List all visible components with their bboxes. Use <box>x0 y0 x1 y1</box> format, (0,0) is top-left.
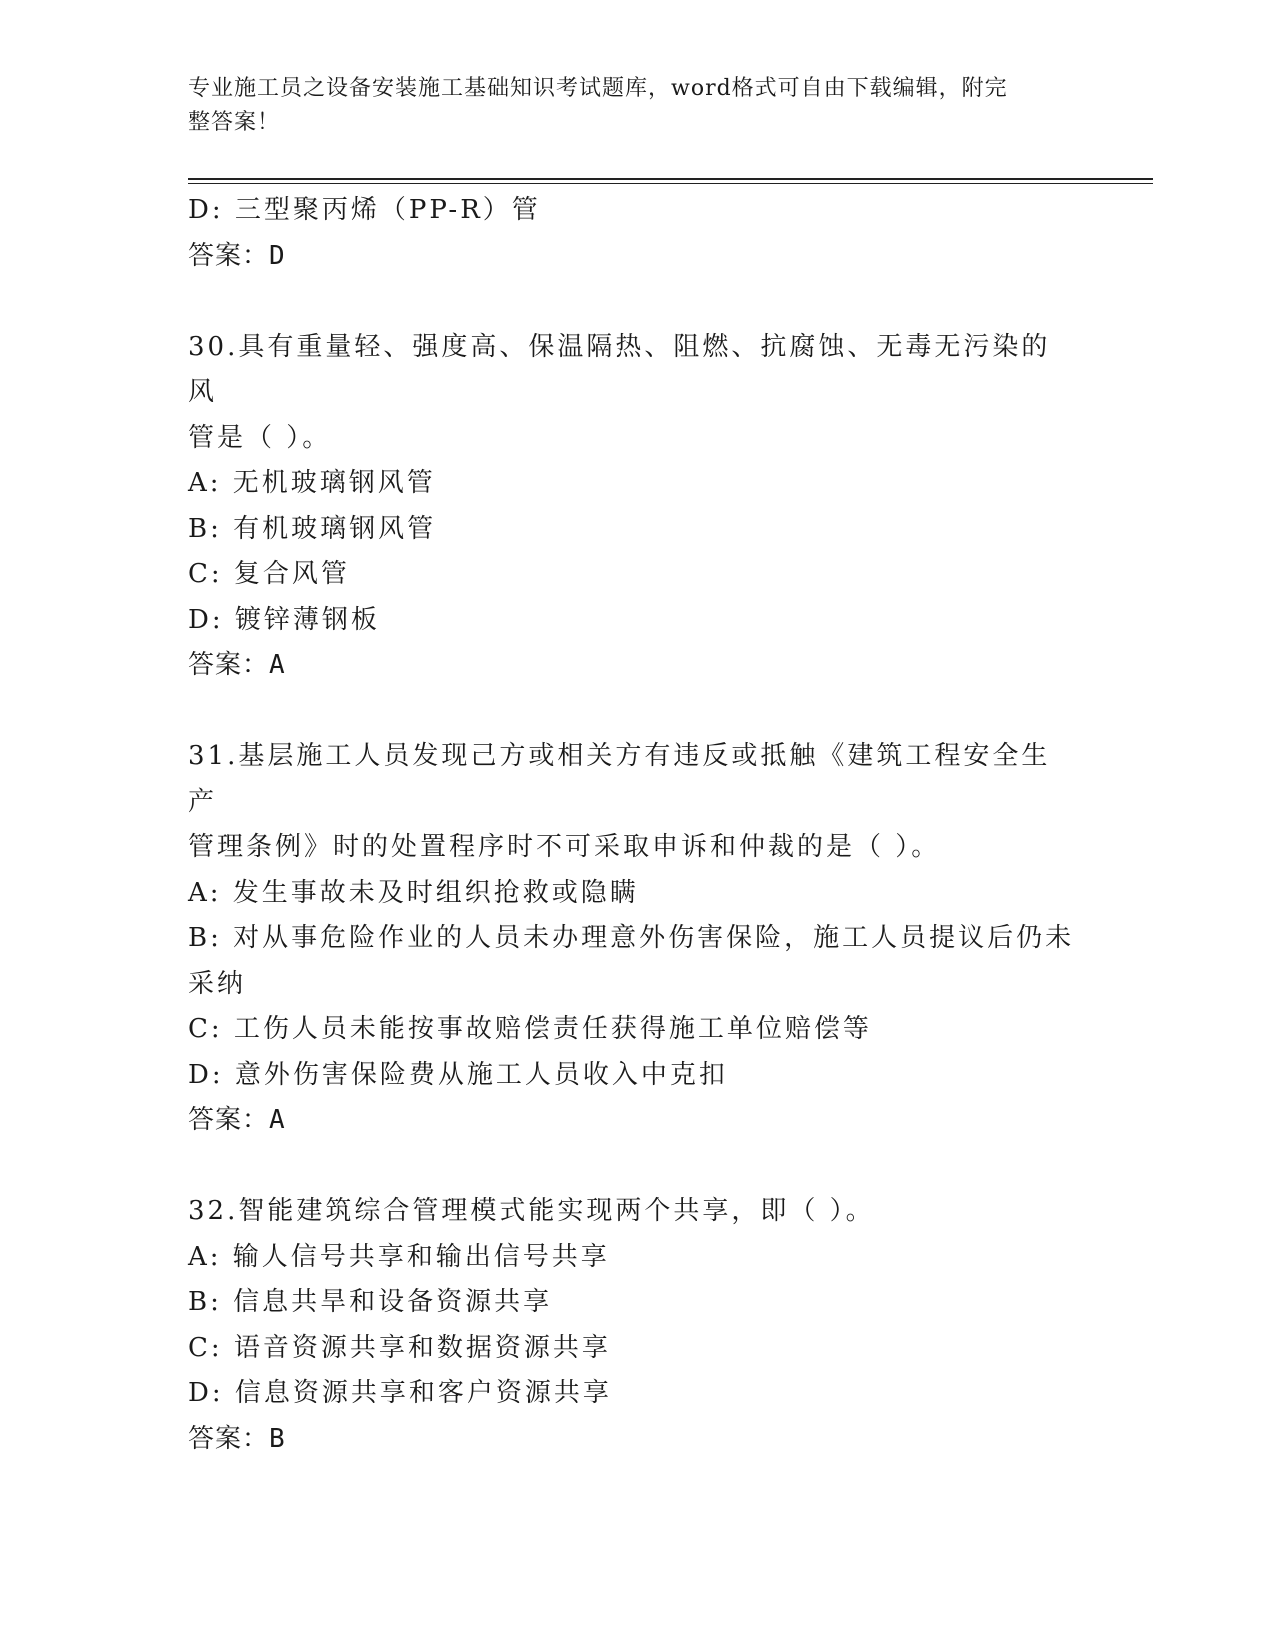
question-stem: 管是（ ）。 <box>188 422 332 453</box>
answer-line: 答案：A <box>188 1105 286 1135</box>
question-stem: 31.基层施工人员发现己方或相关方有违反或抵触《建筑工程安全生产 <box>188 741 1051 817</box>
option-d: D: 镀锌薄钢板 <box>188 604 380 635</box>
question-31 <box>188 734 1078 1144</box>
header-divider-thick <box>188 178 1153 180</box>
answer-line: 答案：A <box>188 650 286 680</box>
option-a: A: 输人信号共享和输出信号共享 <box>188 1241 610 1272</box>
document-header <box>188 72 1068 140</box>
spacer <box>188 689 1078 735</box>
spacer <box>188 279 1078 325</box>
answer-line: 答案：B <box>188 1423 286 1454</box>
option-a: A: 无机玻璃钢风管 <box>188 468 436 498</box>
question-30 <box>188 325 1078 689</box>
option-c: C: 工伤人员未能按事故赔偿责任获得施工单位赔偿等 <box>188 1014 872 1044</box>
option-d: D: 三型聚丙烯（PP-R）管 <box>188 195 541 225</box>
option-d: D: 意外伤害保险费从施工人员收入中克扣 <box>188 1059 728 1090</box>
option-c: C: 语音资源共享和数据资源共享 <box>188 1332 611 1363</box>
option-b: B: 信息共旱和设备资源共享 <box>188 1287 553 1317</box>
question-content <box>188 188 1078 1462</box>
question-stem: 32.智能建筑综合管理模式能实现两个共享，即（ ）。 <box>188 1196 875 1226</box>
option-d: D: 信息资源共享和客户资源共享 <box>188 1378 612 1408</box>
header-divider-thin <box>188 183 1153 184</box>
option-b: B: 对从事危险作业的人员未办理意外伤害保险，施工人员提议后仍未 <box>188 923 1075 953</box>
question-stem: 管理条例》时的处置程序时不可采取申诉和仲裁的是（ ）。 <box>188 832 941 862</box>
option-a: A: 发生事故未及时组织抢救或隐瞒 <box>188 877 639 908</box>
question-32 <box>188 1189 1078 1462</box>
option-b-continued: 采纳 <box>188 968 247 999</box>
question-stem: 30.具有重量轻、强度高、保温隔热、阻燃、抗腐蚀、无毒无污染的风 <box>188 331 1051 407</box>
question-29-fragment <box>188 188 1078 279</box>
option-c: C: 复合风管 <box>188 559 350 589</box>
option-b: B: 有机玻璃钢风管 <box>188 513 437 544</box>
spacer <box>188 1144 1078 1190</box>
header-line-2: 整答案！ <box>188 110 281 135</box>
header-line-1: 专业施工员之设备安装施工基础知识考试题库，word格式可自由下载编辑，附完 <box>188 76 1008 101</box>
answer-line: 答案：D <box>188 240 286 271</box>
